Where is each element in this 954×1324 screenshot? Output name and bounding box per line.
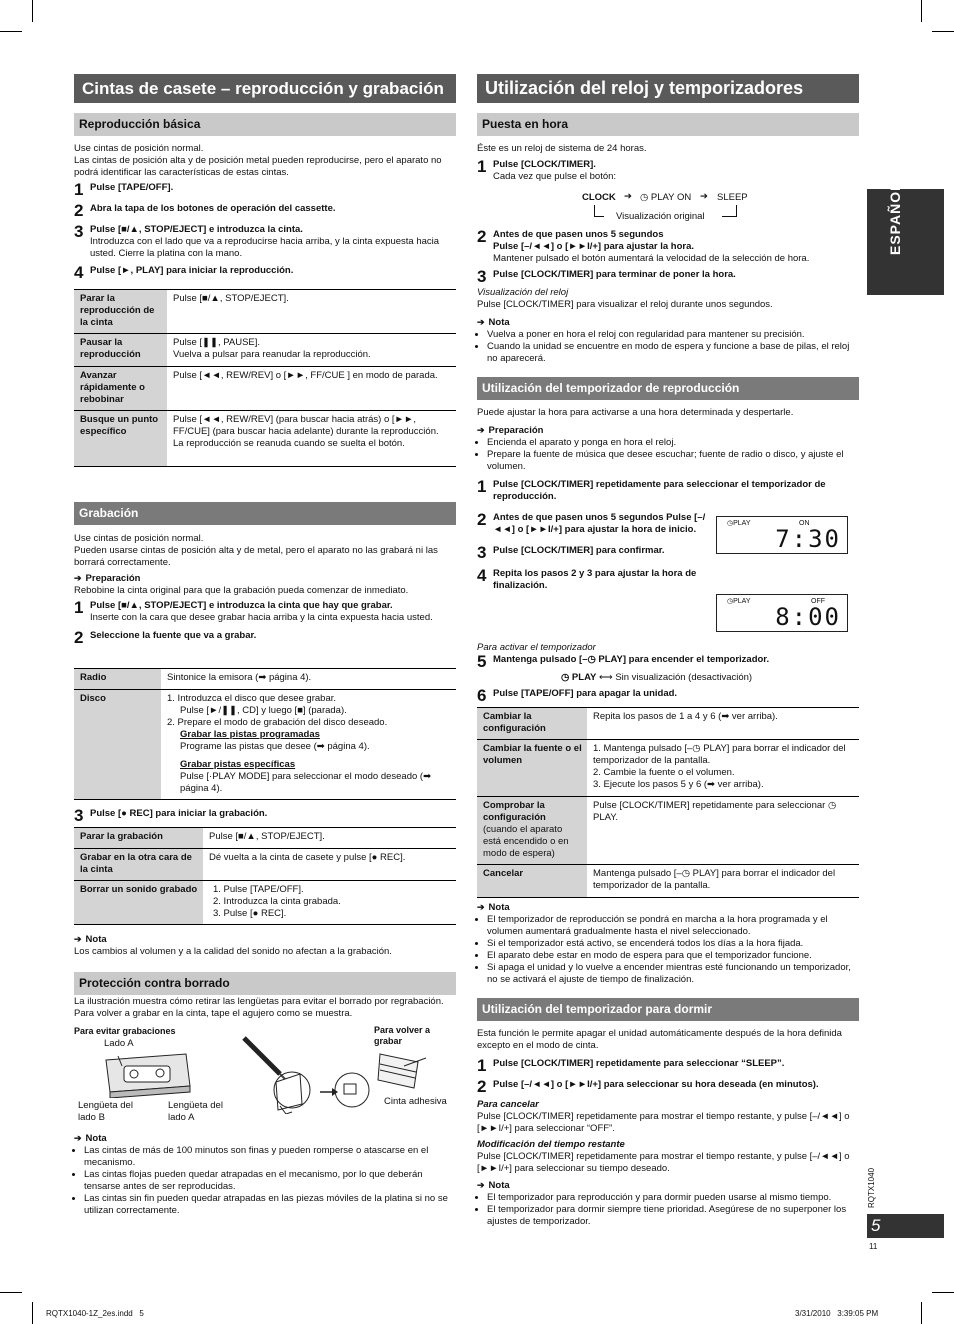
note-label: ➔ Nota: [477, 316, 859, 329]
cycle-item: SLEEP: [717, 192, 748, 203]
step-text: Antes de que pasen unos 5 segundos: [493, 229, 664, 240]
intro-text: Éste es un reloj de sistema de 24 horas.: [477, 143, 647, 154]
table-key: [477, 797, 587, 865]
table-row: [74, 290, 456, 334]
protection-text: La ilustración muestra cómo retirar las lengüetas para evitar el borrado por regrabación. Para volver a grabar en la cinta, tape el agujero como se muestra.: [74, 996, 444, 1019]
subheading-recording: Grabación: [74, 502, 456, 525]
cycle-item: ◷ PLAY ON: [640, 192, 692, 203]
step-number: 3: [74, 806, 84, 825]
step: [477, 545, 707, 560]
play-timer-table: [477, 707, 859, 898]
preparation-label: ➔ Preparación: [477, 424, 859, 437]
list-item: 1. Introduzca el disco que desee grabar.: [167, 693, 337, 704]
sleep-timer-body: [477, 1028, 859, 1228]
table-key: Borrar un sonido grabado: [74, 881, 203, 925]
illustration-label: Cinta adhesiva: [384, 1096, 447, 1107]
step: [74, 808, 456, 823]
note-item: • Las cintas sin fin pueden quedar atrapadas en las piezas móviles de la platina si no se utilizan correctamente.: [84, 1193, 456, 1217]
option-text: Programe las pistas que desee (➡ página 4).: [180, 741, 370, 752]
step-detail: Introduzca con el lado que va a reproducirse hacia arriba, y la cinta expuesta hacia usted. Cierre la platina con la mano.: [90, 236, 440, 259]
intro-text: Use cintas de posición normal.: [74, 143, 204, 154]
screwdriver-icon: [240, 1034, 370, 1114]
table-key: Avanzar rápidamente o rebobinar: [74, 367, 167, 411]
crop-mark: [0, 31, 22, 32]
step-text: Pulse [CLOCK/TIMER] repetidamente para seleccionar el temporizador de reproducción.: [493, 479, 826, 502]
play-timer-body: [477, 407, 859, 503]
step-number: 4: [477, 566, 487, 585]
subheading-play-timer: Utilización del temporizador de reproducción: [477, 377, 859, 400]
footer-file: RQTX1040-1Z_2es.indd 5: [46, 1309, 144, 1318]
note-item: • El temporizador para reproducción y para dormir pueden usarse al mismo tiempo.: [487, 1192, 859, 1204]
playback-table: [74, 289, 456, 467]
table-row: [74, 367, 456, 411]
note-item: • Vuelva a poner en hora el reloj con regularidad para mantener su precisión.: [487, 329, 859, 341]
step-text: Pulse [–/◄◄] o [►►I/+] para seleccionar su hora deseada (en minutos).: [493, 1079, 819, 1090]
clock-cycle-diagram: [582, 192, 782, 226]
step-text: Repita los pasos 2 y 3 para ajustar la hora de finalización.: [493, 568, 697, 591]
toggle-b: Sin visualización (desactivación): [615, 672, 753, 683]
step-text: Pulse [● REC] para iniciar la grabación.: [90, 808, 268, 819]
step: [477, 479, 859, 503]
illustration-label: Lengüeta del lado B: [78, 1100, 133, 1123]
step-number: 5: [477, 652, 487, 671]
step-number: 3: [477, 267, 487, 286]
return-line: [722, 216, 736, 217]
subheading-italic: Visualización del reloj: [477, 287, 569, 298]
step-detail: Cada vez que pulse el botón:: [493, 171, 617, 182]
note-item: • Las cintas de más de 100 minutos son finas y pueden romperse o atascarse en el mecanismo.: [84, 1145, 456, 1169]
lcd-play-indicator: ◷PLAY: [727, 520, 751, 527]
note-item: • El temporizador de reproducción se pondrá en marcha a la hora programada y el volumen aumentará gradualmente hasta el nivel seleccionado.: [487, 914, 859, 938]
lcd-state: ON: [799, 520, 810, 527]
step-number: 1: [477, 157, 487, 176]
crop-mark: [921, 0, 922, 22]
table-key: Parar la grabación: [74, 828, 203, 849]
subheading-italic: Para cancelar: [477, 1099, 539, 1110]
note-label: ➔ Nota: [477, 1179, 859, 1192]
crop-mark: [32, 1302, 33, 1324]
arrow-right-icon: ➔: [624, 191, 632, 202]
step-text: Pulse [CLOCK/TIMER] repetidamente para seleccionar “SLEEP”.: [493, 1058, 785, 1069]
table-row: [74, 669, 456, 690]
subheading-erase-protection: Protección contra borrado: [74, 972, 456, 995]
note-label: ➔ Nota: [477, 901, 859, 914]
subheading-basic-playback: Reproducción básica: [74, 113, 456, 136]
tab-illustration: [74, 1024, 456, 1124]
step: [74, 265, 456, 280]
table-value: Pulse [■/▲, STOP/EJECT].: [167, 290, 456, 334]
table-row: [74, 411, 456, 467]
note-label: ➔ Nota: [74, 1132, 456, 1145]
step: [74, 600, 456, 624]
table-row: [477, 797, 859, 865]
step-number: 3: [477, 543, 487, 562]
illustration-label: Lado A: [104, 1038, 134, 1049]
table-value: Pulse [◄◄, REW/REV] o [►►, FF/CUE ] en modo de parada.: [167, 367, 456, 411]
step-text: Pulse [►, PLAY] para iniciar la reproducción.: [90, 265, 294, 276]
option-text: Pulse [·PLAY MODE] para seleccionar el modo deseado (➡ página 4).: [180, 771, 432, 794]
footer-date: 3/31/2010 3:39:05 PM: [795, 1309, 879, 1318]
section-title-clock: Utilización del reloj y temporizadores: [477, 74, 859, 103]
step-text: Pulse [CLOCK/TIMER] para confirmar.: [493, 545, 665, 556]
option-heading: Grabar pistas específicas: [180, 759, 296, 770]
table-key-sub: (cuando el aparato está encendido o en modo de espera): [483, 824, 569, 859]
step-number: 3: [74, 222, 84, 241]
recording-table: [74, 827, 456, 925]
subheading-italic: Modificación del tiempo restante: [477, 1139, 625, 1150]
table-row: [74, 849, 456, 881]
step-number: 2: [74, 628, 84, 647]
activate-timer: [477, 642, 859, 703]
step-number: 1: [477, 1056, 487, 1075]
intro-text: Puede ajustar la hora para activarse a una hora determinada y despertarle.: [477, 407, 794, 418]
language-tab: [867, 181, 944, 295]
step-number: 1: [477, 477, 487, 496]
list-item: 2. Prepare el modo de grabación del disco deseado.: [167, 717, 388, 728]
table-row: [477, 740, 859, 797]
note-item: • Si apaga el unidad y lo vuelve a encender mientras esté funcionando un temporizador, no se activará el ajuste de tiempo de finalización.: [487, 962, 859, 986]
recording-note: [74, 933, 456, 958]
body-text: Pulse [CLOCK/TIMER] para visualizar el reloj durante unos segundos.: [477, 299, 773, 310]
table-key: Radio: [74, 669, 161, 690]
step-number: 2: [477, 227, 487, 246]
lcd-play-indicator: ◷PLAY: [727, 598, 751, 605]
erase-protection-body: [74, 996, 456, 1020]
double-arrow-icon: ⟷: [599, 672, 613, 683]
preparation-text: Rebobine la cinta original para que la grabación pueda comenzar de inmediato.: [74, 585, 409, 596]
table-row: [74, 828, 456, 849]
lcd-state: OFF: [811, 598, 825, 605]
crop-mark: [921, 1302, 922, 1324]
body-text: Pulse [CLOCK/TIMER] repetidamente para mostrar el tiempo restante, y pulse [–/◄◄] o [►►I/+] para seleccionar su tiempo deseado.: [477, 1151, 850, 1174]
return-line: [736, 205, 737, 217]
illustration-label: Para evitar grabaciones: [74, 1026, 176, 1036]
step: [477, 159, 859, 183]
page-number: 5: [867, 1214, 944, 1238]
step-text: Antes de que pasen unos 5 segundos Pulse [–/◄◄] o [►►I/+] para ajustar la hora de inicio.: [493, 512, 706, 535]
recording-body: [74, 533, 456, 645]
table-row: [477, 865, 859, 898]
toggle-a: ◷ PLAY: [561, 672, 597, 683]
option-heading: Grabar las pistas programadas: [180, 729, 320, 740]
intro-text: Esta función le permite apagar el unidad automáticamente después de la hora definida excepto en el modo de cinta.: [477, 1028, 842, 1051]
table-value: Pulse [■/▲, STOP/EJECT].: [203, 828, 456, 849]
step: [477, 688, 859, 703]
crop-mark: [932, 1292, 954, 1293]
table-row: [477, 708, 859, 740]
preparation-label: ➔ Preparación: [74, 572, 456, 585]
step-text: Pulse [■/▲, STOP/EJECT] e introduzca la cinta que hay que grabar.: [90, 600, 393, 611]
set-clock-body: [477, 143, 859, 183]
step-text: Pulse [■/▲, STOP/EJECT] e introduzca la cinta.: [90, 224, 303, 235]
table-key-main: Comprobar la configuración: [483, 800, 546, 823]
step-number: 1: [74, 598, 84, 617]
step: [74, 630, 456, 645]
lcd-display-off: [716, 594, 848, 632]
crop-mark: [0, 1292, 22, 1293]
step-number: 4: [74, 263, 84, 282]
step: [477, 1058, 859, 1073]
note-item: • El aparato debe estar en modo de espera para que el temporizador funcione.: [487, 950, 859, 962]
step-detail: Mantener pulsado el botón aumentará la velocidad de la selección de hora.: [493, 253, 810, 264]
table-value: Mantenga pulsado [–◷ PLAY] para borrar el indicador del temporizador de la pantalla.: [587, 865, 859, 898]
step-detail: Inserte con la cara que desee grabar hacia arriba y la cinta expuesta hacia usted.: [90, 612, 433, 623]
table-key: Cambiar la fuente o el volumen: [477, 740, 587, 797]
table-key: Pausar la reproducción: [74, 334, 167, 367]
intro-text: Pueden usarse cintas de posición alta y de metal, pero el aparato no las grabará ni las borrará correctamente.: [74, 545, 438, 568]
step: [477, 654, 859, 669]
step-number: 1: [74, 180, 84, 199]
body-text: Pulse [CLOCK/TIMER] repetidamente para mostrar el tiempo restante, y pulse [–/◄◄] o [►►I/+] para seleccionar “OFF”.: [477, 1111, 850, 1134]
step-number: 6: [477, 686, 487, 705]
illustration-label: Lengüeta del lado A: [168, 1100, 223, 1123]
table-key: Cancelar: [477, 865, 587, 898]
step-text: Pulse [CLOCK/TIMER] para terminar de poner la hora.: [493, 269, 736, 280]
table-row: [74, 881, 456, 925]
step: [74, 182, 456, 197]
step: [74, 203, 456, 218]
section-title-cassette: Cintas de casete – reproducción y grabación: [74, 74, 456, 103]
note-label: ➔ Nota: [74, 933, 456, 946]
table-value: Repita los pasos de 1 a 4 y 6 (➡ ver arriba).: [587, 708, 859, 740]
subheading-set-clock: Puesta en hora: [477, 113, 859, 136]
step: [477, 568, 707, 592]
step: [74, 224, 456, 260]
table-value: 1. Pulse [TAPE/OFF]. 2. Introduzca la cinta grabada. 3. Pulse [● REC].: [203, 881, 456, 925]
note-text: Los cambios al volumen y a la calidad del sonido no afectan a la grabación.: [74, 946, 392, 957]
step-text: Mantenga pulsado [–◷ PLAY] para encender el temporizador.: [493, 654, 770, 665]
step-number: 2: [477, 1077, 487, 1096]
toggle-line: [477, 672, 859, 684]
table-row: [74, 690, 456, 800]
note-item: • El temporizador para dormir siempre tiene prioridad. Asegúrese de no superponer los ajustes de temporizador.: [487, 1204, 859, 1228]
table-value: [161, 690, 456, 800]
table-key: Busque un punto específico: [74, 411, 167, 467]
table-key: Cambiar la configuración: [477, 708, 587, 740]
step-text: Pulse [TAPE/OFF] para apagar la unidad.: [493, 688, 678, 699]
note-item: • Cuando la unidad se encuentre en modo de espera y funcione a base de pilas, el reloj no aparecerá.: [487, 341, 859, 365]
note-item: • Las cintas flojas pueden quedar atrapadas en el mecanismo, por lo que deberán tensarse antes de ser reproducidas.: [84, 1169, 456, 1193]
lcd-time: 7:30: [775, 525, 841, 553]
table-key: Parar la reproducción de la cinta: [74, 290, 167, 334]
table-key: Disco: [74, 690, 161, 800]
preparation-item: • Prepare la fuente de música que desee escuchar; fuente de radio o disco, y ajuste el volumen.: [487, 449, 859, 473]
table-value: Pulse [CLOCK/TIMER] repetidamente para seleccionar ◷ PLAY.: [587, 797, 859, 865]
step-text: Pulse [TAPE/OFF].: [90, 182, 174, 193]
arrow-right-icon: ➔: [700, 191, 708, 202]
page-number-small: 11: [869, 1242, 878, 1251]
table-key: Grabar en la otra cara de la cinta: [74, 849, 203, 881]
tape-icon: [374, 1050, 434, 1094]
return-line: [594, 216, 604, 217]
step: [477, 269, 859, 284]
table-value: Sintonice la emisora (➡ página 4).: [161, 669, 456, 690]
intro-text: Las cintas de posición alta y de posición metal pueden reproducirse, pero el aparato no podrá identificar las características de estas cintas.: [74, 155, 442, 178]
crop-mark: [32, 0, 33, 22]
step: [477, 512, 707, 536]
doc-code: RQTX1040: [867, 1167, 876, 1208]
cycle-item: Visualización original: [616, 211, 705, 222]
cassette-icon: [100, 1052, 192, 1098]
table-value: 1. Mantenga pulsado [–◷ PLAY] para borrar el indicador del temporizador de la pantalla. 2. Cambie la fuente o el volumen. 3. Ejecute los pasos 5 y 6 (➡ ver arriba).: [587, 740, 859, 797]
lcd-display-on: [716, 516, 848, 554]
preparation-item: • Encienda el aparato y ponga en hora el reloj.: [487, 437, 859, 449]
illustration-label: Para volver a grabar: [374, 1025, 431, 1046]
note-item: • Si el temporizador está activo, se encenderá todos los días a la hora fijada.: [487, 938, 859, 950]
play-timer-notes: [477, 901, 859, 986]
play-timer-steps: [477, 512, 707, 592]
step-text: Seleccione la fuente que va a grabar.: [90, 630, 257, 641]
step-text: Abra la tapa de los botones de operación del cassette.: [90, 203, 336, 214]
subheading-italic: Para activar el temporizador: [477, 642, 596, 653]
basic-playback-body: [74, 143, 456, 280]
step-text: Pulse [CLOCK/TIMER].: [493, 159, 596, 170]
protection-notes: [74, 1132, 456, 1217]
step: [477, 229, 859, 265]
step-text: Pulse [–/◄◄] o [►►I/+] para ajustar la hora.: [493, 241, 695, 252]
set-clock-steps: [477, 229, 859, 365]
table-row: [74, 334, 456, 367]
step-number: 2: [477, 510, 487, 529]
table-value: Pulse [❚❚, PAUSE]. Vuelva a pulsar para reanudar la reproducción.: [167, 334, 456, 367]
cycle-item: CLOCK: [582, 192, 616, 203]
table-value: Dé vuelta a la cinta de casete y pulse [● REC].: [203, 849, 456, 881]
crop-mark: [932, 31, 954, 32]
step: [477, 1079, 859, 1094]
list-item-detail: Pulse [►/❚❚, CD] y luego [■] (parada).: [180, 705, 347, 716]
source-table: [74, 668, 456, 800]
intro-text: Use cintas de posición normal.: [74, 533, 204, 544]
lcd-time: 8:00: [775, 603, 841, 631]
table-value: Pulse [◄◄, REW/REV] (para buscar hacia atrás) o [►►, FF/CUE] (para buscar hacia adelante) durante la reproducción. La reproducción se reanuda cuando se suelta el botón.: [167, 411, 456, 467]
language-label: ESPAÑOL: [887, 181, 903, 255]
step-number: 2: [74, 201, 84, 220]
subheading-sleep-timer: Utilización del temporizador para dormir: [477, 998, 859, 1021]
